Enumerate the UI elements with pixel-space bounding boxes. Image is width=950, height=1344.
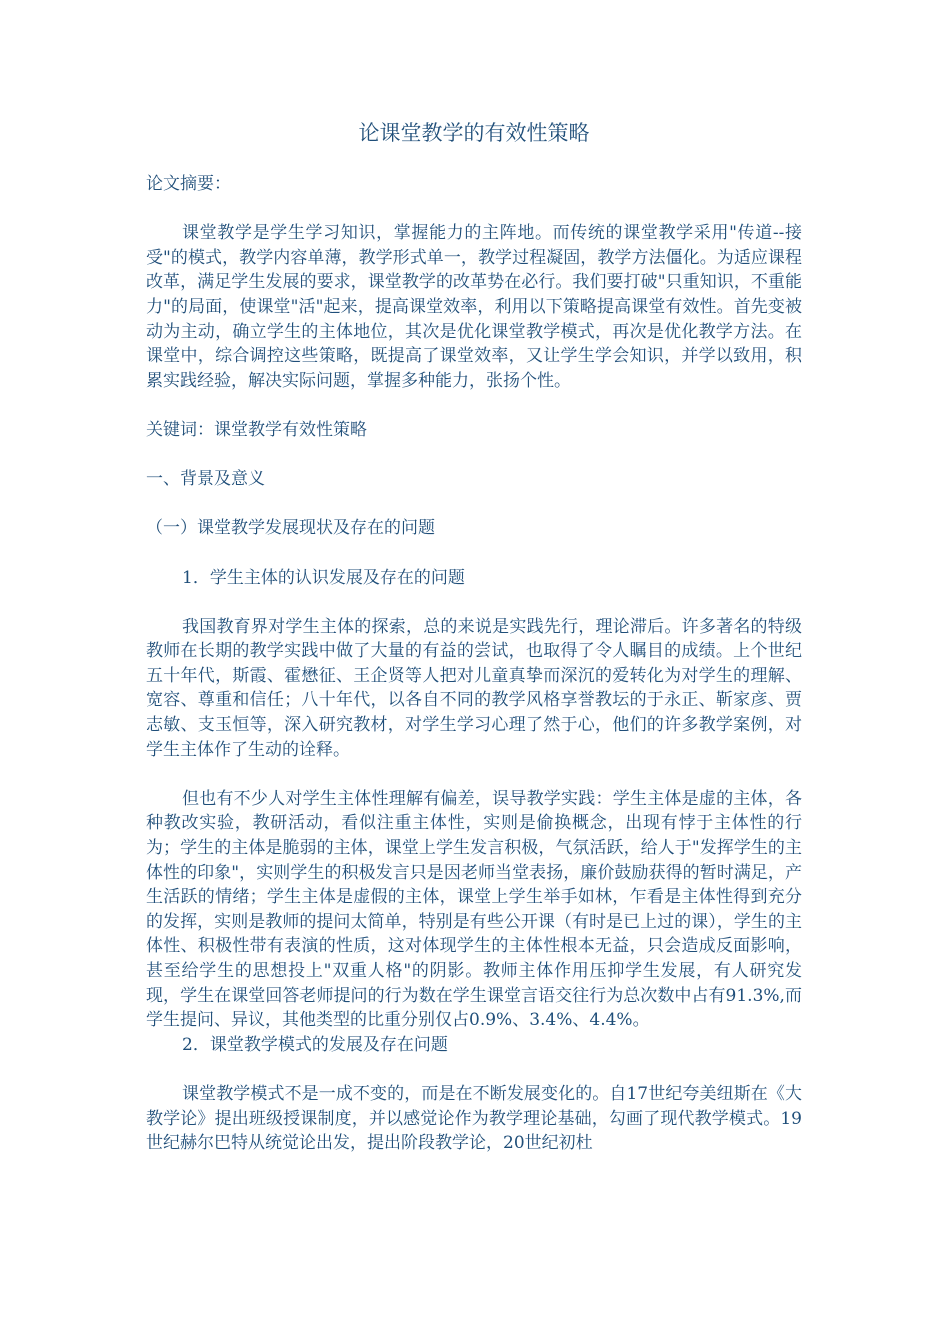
body-paragraph-1: 我国教育界对学生主体的探索，总的来说是实践先行，理论滞后。许多著名的特级教师在长期的教学实践中做了大量的有益的尝试，也取得了令人瞩目的成绩。上个世纪五十年代，斯霞、霍懋征、王企贤等人把对儿童真挚而深沉的爱转化为对学生的理解、宽容、尊重和信任；八十年代，以各自不同的教学风格享誉教坛的于永正、靳家彦、贾志敏、支玉恒等，深入研究教材，对学生学习心理了然于心，他们的许多教学案例，对学生主体作了生动的诠释。 (146, 616, 802, 760)
body-paragraph-3: 课堂教学模式不是一成不变的，而是在不断发展变化的。自17世纪夸美纽斯在《大教学论》提出班级授课制度，并以感觉论作为教学理论基础，勾画了现代教学模式。19世纪赫尔巴特从统觉论出发，提出阶段教学论，20世纪初杜 (146, 1083, 802, 1154)
abstract-label: 论文摘要： (146, 174, 231, 194)
section-heading-1: 一、背景及意义 (146, 469, 265, 490)
item-heading-1: 1．学生主体的认识发展及存在的问题 (182, 567, 465, 588)
document-title: 论课堂教学的有效性策略 (358, 121, 590, 145)
keywords-line: 关键词：课堂教学有效性策略 (146, 419, 367, 440)
item-heading-2: 2．课堂教学模式的发展及存在问题 (182, 1034, 448, 1055)
subsection-heading-1: （一）课堂教学发展现状及存在的问题 (146, 518, 435, 539)
body-paragraph-2: 但也有不少人对学生主体性理解有偏差，误导教学实践：学生主体是虚的主体，各种教改实验，教研活动，看似注重主体性，实则是偷换概念，出现有悖于主体性的行为；学生的主体是脆弱的主体，课堂上学生发言积极，气氛活跃，给人于"发挥学生的主体性的印象"，实则学生的积极发言只是因老师当堂表扬，廉价鼓励获得的暂时满足，产生活跃的情绪；学生主体是虚假的主体，课堂上学生举手如林，乍看是主体性得到充分的发挥，实则是教师的提问太简单，特别是有些公开课（有时是已上过的课），学生的主体性、积极性带有表演的性质，这对体现学生的主体性根本无益，只会造成反面影响，甚至给学生的思想投上"双重人格"的阴影。教师主体作用压抑学生发展，有人研究发现，学生在课堂回答老师提问的行为数在学生课堂言语交往行为总次数中占有91.3%,而学生提问、异议，其他类型的比重分别仅占0.9%、3.4%、4.4%。 (146, 788, 802, 1031)
document-body (146, 118, 802, 1156)
abstract-text: 课堂教学是学生学习知识，掌握能力的主阵地。而传统的课堂教学采用"传道--接受"的模式，教学内容单薄，教学形式单一，教学过程凝固，教学方法僵化。为适应课程改革，满足学生发展的要求，课堂教学的改革势在必行。我们要打破"只重知识，不重能力"的局面，使课堂"活"起来，提高课堂效率，利用以下策略提高课堂有效性。首先变被动为主动，确立学生的主体地位，其次是优化课堂教学模式，再次是优化教学方法。在课堂中，综合调控这些策略，既提高了课堂效率，又让学生学会知识，并学以致用，积累实践经验，解决实际问题，掌握多种能力，张扬个性。 (146, 223, 802, 391)
